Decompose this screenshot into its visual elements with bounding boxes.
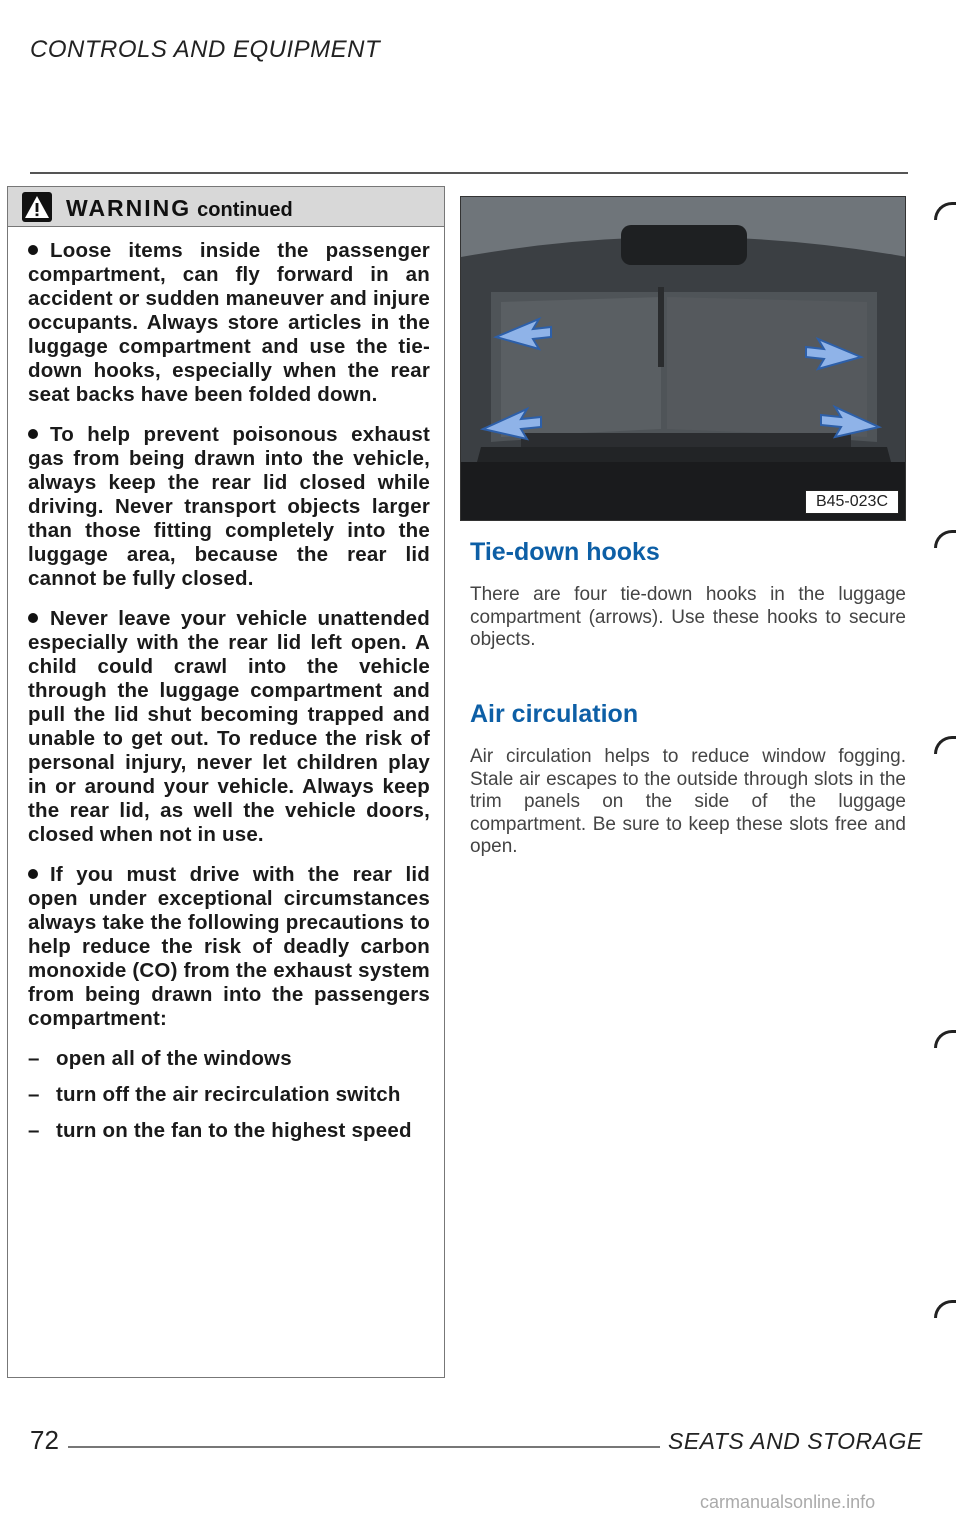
margin-tab-mark <box>934 530 956 548</box>
footer-rule <box>68 1446 660 1448</box>
luggage-compartment-photo <box>460 196 906 521</box>
air-circulation-title: Air circulation <box>470 700 639 728</box>
warning-box <box>7 186 445 1378</box>
warning-label: WARNING <box>66 195 192 221</box>
figure-code: B45-023C <box>805 490 899 514</box>
margin-tab-mark <box>934 1030 956 1048</box>
margin-tab-mark <box>934 736 956 754</box>
warning-paragraph: To help prevent poisonous exhaust gas from being drawn into the vehicle, always keep the rear lid closed while driving. Never transport objects larger than those fitting completely into the luggage area, because the rear lid cannot be fully closed. <box>28 423 430 590</box>
warning-body <box>8 239 444 1155</box>
bullet-icon <box>28 245 38 255</box>
warning-title <box>66 195 293 222</box>
tiedown-title: Tie-down hooks <box>470 538 660 566</box>
warning-paragraph: Loose items inside the passenger compartment, can fly forward in an accident or sudden maneuver and injure occupants. Always store articles in the luggage compartment and use the tie-down hooks, especially when the rear seat backs have been folded down. <box>28 239 430 406</box>
bullet-icon <box>28 869 38 879</box>
warning-paragraph: If you must drive with the rear lid open under exceptional circumstances always take the following precautions to help reduce the risk of deadly carbon monoxide (CO) from the exhaust system from being drawn into the passengers compartment: <box>28 863 430 1030</box>
warning-paragraph: Never leave your vehicle unattended especially with the rear lid left open. A child could crawl into the vehicle through the luggage compartment and pull the lid shut becoming trapped and unable to get out. To reduce the risk of personal injury, never let children play in or around your vehicle. Always keep the rear lid, as well the vehicle doors, closed when not in use. <box>28 607 430 846</box>
dash-list-item: – open all of the windows <box>28 1047 292 1070</box>
air-circulation-body: Air circulation helps to reduce window fogging. Stale air escapes to the outside through slots in the trim panels on the side of the luggage compartment. Be sure to keep these slots free and open. <box>470 746 906 857</box>
page-header: CONTROLS AND EQUIPMENT <box>30 36 381 63</box>
dash-list-item: – turn off the air recirculation switch <box>28 1083 401 1106</box>
header-rule <box>30 172 908 174</box>
warning-continued: continued <box>197 199 293 221</box>
bullet-icon <box>28 429 38 439</box>
watermark: carmanualsonline.info <box>700 1492 876 1512</box>
margin-tab-mark <box>934 202 956 220</box>
warning-triangle-icon <box>22 192 52 222</box>
dash-list-item: – turn on the fan to the highest speed <box>28 1119 412 1142</box>
footer-section-title: SEATS AND STORAGE <box>668 1428 923 1454</box>
page-number: 72 <box>30 1425 59 1455</box>
tiedown-body: There are four tie-down hooks in the luggage compartment (arrows). Use these hooks to secure objects. <box>470 584 906 650</box>
warning-header <box>8 187 444 227</box>
margin-tab-mark <box>934 1300 956 1318</box>
bullet-icon <box>28 613 38 623</box>
